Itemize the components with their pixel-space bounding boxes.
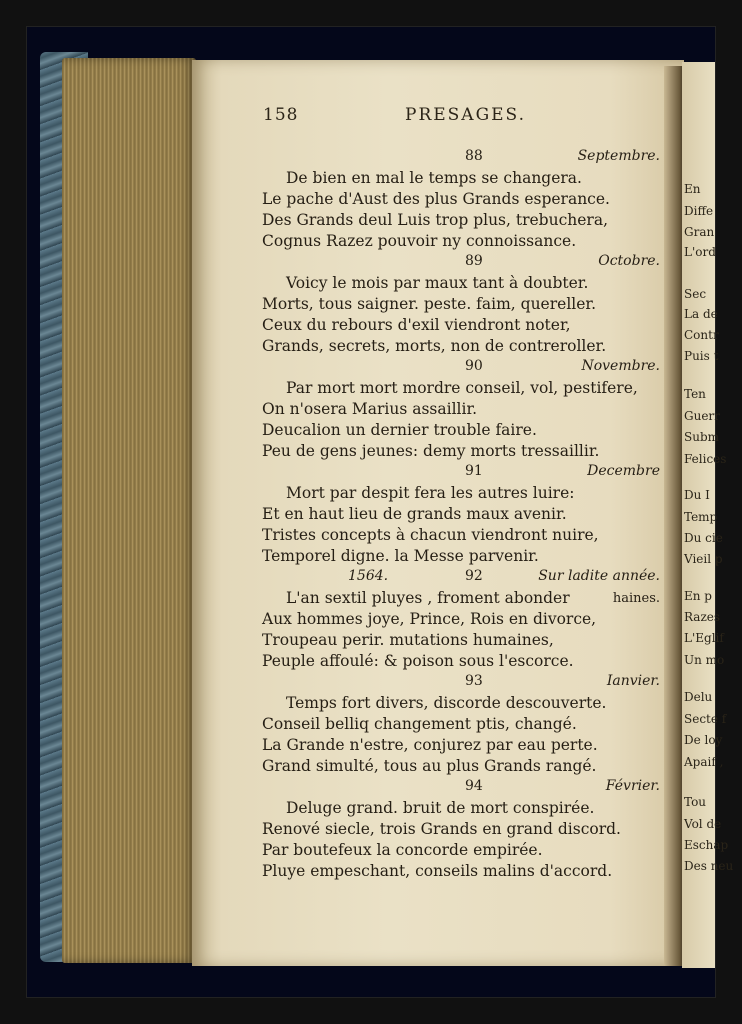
verse-text: Pluye empeschant, conseils malins d'accord. bbox=[262, 862, 613, 880]
verse-line bbox=[262, 231, 662, 252]
verse-line bbox=[262, 840, 662, 861]
verse-text: Conseil belliq changement ptis, changé. bbox=[262, 715, 577, 733]
stanza-month: Decembre bbox=[587, 463, 660, 479]
stanza-number: 93 bbox=[465, 673, 483, 689]
stanza-heading bbox=[262, 252, 662, 273]
verse-line bbox=[262, 294, 662, 315]
verse-line bbox=[262, 189, 662, 210]
stanza-90 bbox=[262, 357, 662, 462]
verse-line bbox=[262, 399, 662, 420]
facing-page-fragment: Ten bbox=[684, 387, 706, 401]
stanza-number: 92 bbox=[465, 568, 483, 584]
stanza-heading bbox=[262, 357, 662, 378]
facing-page-fragment: Contr bbox=[684, 328, 719, 342]
facing-page-fragment: Razes bbox=[684, 610, 721, 624]
verse-text: Cognus Razez pouvoir ny connoissance. bbox=[262, 232, 577, 250]
stanza-89 bbox=[262, 252, 662, 357]
facing-page-fragment: Du cie bbox=[684, 531, 723, 545]
verse-text: Grands, secrets, morts, non de contreroller. bbox=[262, 337, 607, 355]
verse-text: Renové siecle, trois Grands en grand discord. bbox=[262, 820, 621, 838]
verse-text: Mort par despit fera les autres luire: bbox=[286, 484, 575, 502]
facing-page-fragment: Vol de bbox=[684, 817, 722, 831]
verse-text: Le pache d'Aust des plus Grands esperance. bbox=[262, 190, 610, 208]
verse-line bbox=[262, 630, 662, 651]
verse-line bbox=[262, 546, 662, 567]
facing-page-fragment: Secte f bbox=[684, 712, 727, 726]
facing-page-fragment: L'ord bbox=[684, 245, 716, 259]
verse-text: Temporel digne. la Messe parvenir. bbox=[262, 547, 539, 565]
facing-page-fragment: Guerr bbox=[684, 409, 720, 423]
verse-text: Et en haut lieu de grands maux avenir. bbox=[262, 505, 567, 523]
verse-text: De bien en mal le temps se changera. bbox=[286, 169, 582, 187]
stanza-month: Septembre. bbox=[577, 148, 660, 164]
verse-line bbox=[262, 210, 662, 231]
stanza-heading bbox=[262, 672, 662, 693]
facing-page-fragment: Delu bbox=[684, 690, 713, 704]
verse-text: Voicy le mois par maux tant à doubter. bbox=[286, 274, 589, 292]
verse-catchword: haines. bbox=[612, 591, 660, 606]
stanza-91 bbox=[262, 462, 662, 567]
verse-line bbox=[262, 441, 662, 462]
verse-text: Deucalion un dernier trouble faire. bbox=[262, 421, 537, 439]
facing-page-fragment: En p bbox=[684, 589, 712, 603]
stanza-number: 94 bbox=[465, 778, 483, 794]
page-number: 158 bbox=[263, 105, 299, 125]
facing-page-fragment: Vieil p bbox=[684, 552, 723, 566]
facing-page-fragment: Temp bbox=[684, 510, 718, 524]
verse-text: L'an sextil pluyes , froment abonder bbox=[286, 589, 570, 607]
verse-text: Par boutefeux la concorde empirée. bbox=[262, 841, 543, 859]
verse-text: Par mort mort mordre conseil, vol, pestifere, bbox=[286, 379, 638, 397]
verse-line bbox=[262, 504, 662, 525]
facing-page-fragment: L'Eglif bbox=[684, 631, 724, 645]
stanza-number: 89 bbox=[465, 253, 483, 269]
verse-text: Ceux du rebours d'exil viendront noter, bbox=[262, 316, 571, 334]
facing-page-fragment: Felices bbox=[684, 452, 727, 466]
verse-text: Des Grands deul Luis trop plus, trebuchera, bbox=[262, 211, 608, 229]
verse-line bbox=[262, 588, 662, 609]
verse-text: Peu de gens jeunes: demy morts tressaillir. bbox=[262, 442, 600, 460]
verse-line bbox=[262, 735, 662, 756]
verse-line bbox=[262, 609, 662, 630]
facing-page-fragment: En bbox=[684, 182, 701, 196]
stanza-month: Octobre. bbox=[598, 253, 660, 269]
facing-page-fragment: De loy bbox=[684, 733, 723, 747]
verse-line bbox=[262, 651, 662, 672]
verse-line bbox=[262, 273, 662, 294]
verse-line bbox=[262, 315, 662, 336]
stanza-month: Sur ladite année. bbox=[538, 568, 660, 584]
stanza-93 bbox=[262, 672, 662, 777]
verse-block bbox=[262, 147, 662, 882]
facing-page-fragment: Puis t bbox=[684, 349, 719, 363]
facing-page-fragment: Gran bbox=[684, 225, 715, 239]
facing-page bbox=[682, 62, 734, 968]
stanza-month: Novembre. bbox=[581, 358, 660, 374]
verse-text: Grand simulté, tous au plus Grands rangé. bbox=[262, 757, 597, 775]
stanza-94 bbox=[262, 777, 662, 882]
page-block-edges bbox=[62, 58, 196, 963]
stanza-92 bbox=[262, 567, 662, 672]
page-header bbox=[263, 105, 563, 127]
verse-line bbox=[262, 168, 662, 189]
facing-page-fragment: Apaif , bbox=[684, 755, 724, 769]
stanza-number: 90 bbox=[465, 358, 483, 374]
stanza-number: 88 bbox=[465, 148, 483, 164]
stanza-heading bbox=[262, 147, 662, 168]
verse-line bbox=[262, 525, 662, 546]
verse-text: Peuple affoulé: & poison sous l'escorce. bbox=[262, 652, 574, 670]
verse-line bbox=[262, 420, 662, 441]
stanza-88 bbox=[262, 147, 662, 252]
facing-page-fragment: Eschap bbox=[684, 838, 729, 852]
facing-page-fragment: Tou bbox=[684, 795, 707, 809]
running-title: PRESAGES. bbox=[405, 105, 527, 125]
facing-page-fragment: Diffe bbox=[684, 204, 714, 218]
verse-line bbox=[262, 483, 662, 504]
verse-text: Troupeau perir. mutations humaines, bbox=[262, 631, 554, 649]
stanza-number: 91 bbox=[465, 463, 483, 479]
stanza-heading bbox=[262, 462, 662, 483]
verse-text: Aux hommes joye, Prince, Rois en divorce, bbox=[262, 610, 597, 628]
verse-text: La Grande n'estre, conjurez par eau perte. bbox=[262, 736, 598, 754]
facing-page-fragment: Subm bbox=[684, 430, 720, 444]
facing-page-fragment: Un mo bbox=[684, 653, 725, 667]
verse-text: Tristes concepts à chacun viendront nuire, bbox=[262, 526, 599, 544]
stanza-heading bbox=[262, 777, 662, 798]
verse-line bbox=[262, 336, 662, 357]
verse-line bbox=[262, 693, 662, 714]
verse-line bbox=[262, 798, 662, 819]
facing-page-fragment: Sec bbox=[684, 287, 707, 301]
facing-page-fragment: Des neu bbox=[684, 859, 734, 873]
verse-text: On n'osera Marius assaillir. bbox=[262, 400, 478, 418]
verse-text: Deluge grand. bruit de mort conspirée. bbox=[286, 799, 595, 817]
stanza-year: 1564. bbox=[348, 568, 389, 584]
stanza-month: Ianvier. bbox=[606, 673, 660, 689]
verse-text: Morts, tous saigner. peste. faim, quereller. bbox=[262, 295, 597, 313]
verse-text: Temps fort divers, discorde descouverte. bbox=[286, 694, 607, 712]
verse-line bbox=[262, 861, 662, 882]
verse-line bbox=[262, 378, 662, 399]
verse-line bbox=[262, 756, 662, 777]
facing-page-fragment: La de bbox=[684, 307, 718, 321]
stanza-month: Février. bbox=[605, 778, 660, 794]
verse-line bbox=[262, 714, 662, 735]
verse-line bbox=[262, 819, 662, 840]
stanza-heading bbox=[262, 567, 662, 588]
facing-page-fragment: Du I bbox=[684, 488, 710, 502]
